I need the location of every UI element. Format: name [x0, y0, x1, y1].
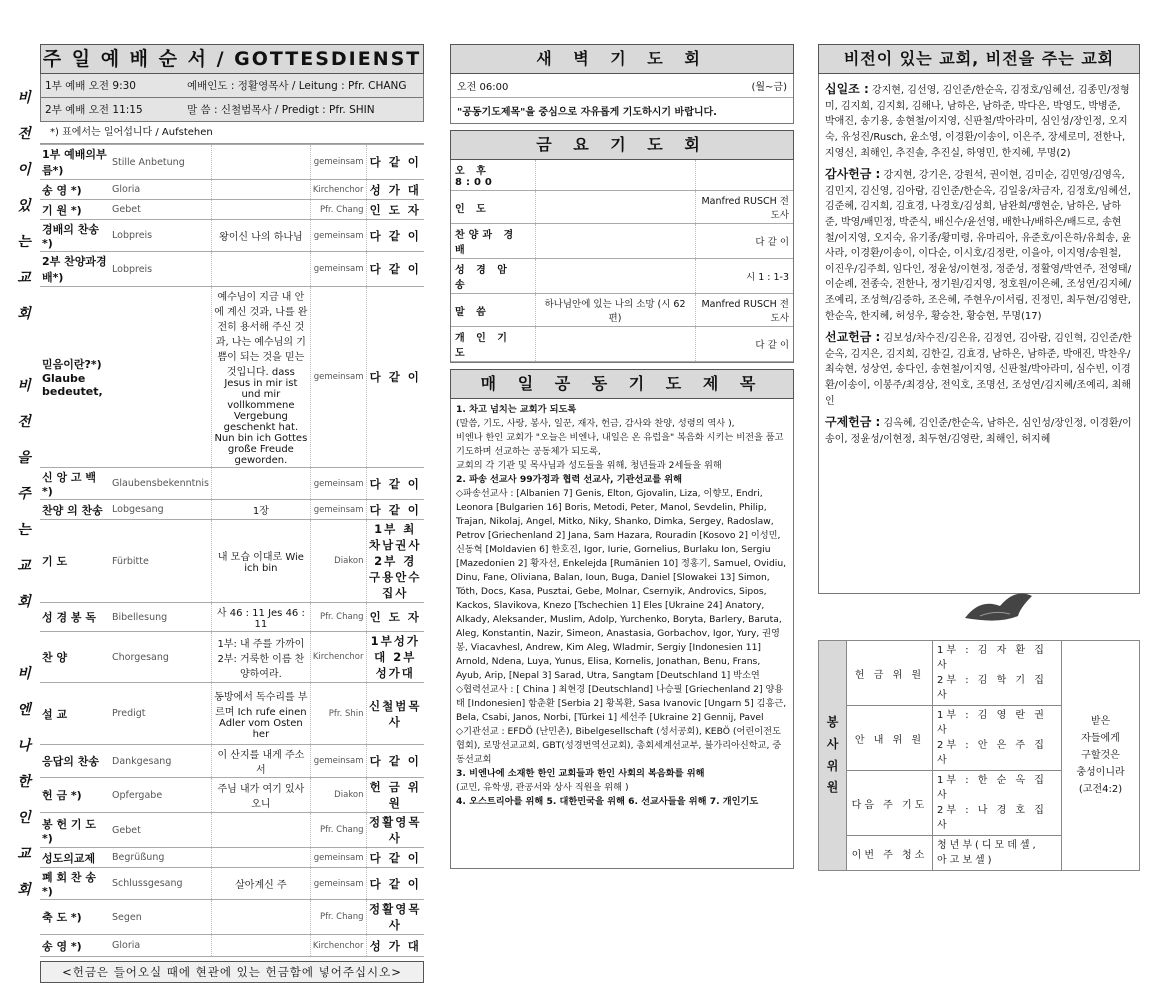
vertical-char: 교 [17, 846, 31, 862]
order-german: Opfergabe [110, 778, 211, 813]
prayer-item: (말씀, 기도, 사랑, 봉사, 일꾼, 재자, 헌금, 감사와 찬양, 성령의 역사 ), [456, 417, 735, 429]
order-name: 성 경 봉 독 [40, 603, 110, 632]
friday-row [451, 294, 793, 327]
serve-role: 이번 주 청소 [847, 836, 933, 871]
giver-group-label: 선교헌금 : [825, 330, 881, 345]
friday-row [451, 160, 793, 191]
giver-group-label: 구제헌금 : [825, 415, 881, 430]
order-person: 헌 금 위 원 [366, 778, 424, 813]
friday-right: 시 1 : 1-3 [695, 259, 793, 294]
order-by: gemeinsam [310, 745, 366, 778]
scripture-quote [1062, 641, 1140, 871]
giver-group [825, 413, 1133, 447]
serve-name: 청년부(디모데셀, 아고보셀) [937, 840, 1039, 866]
order-german: Lobgesang [110, 500, 211, 520]
order-german: Dankgesang [110, 745, 211, 778]
order-row [40, 500, 424, 520]
order-person: 다 같 이 [366, 287, 424, 468]
serve-vchar: 봉 [826, 715, 839, 730]
order-name: 믿음이란?*) Glaube bedeutet, [40, 287, 110, 468]
order-row [40, 520, 424, 603]
prayer-item: ◇파송선교사 : [Albanien 7] Genis, Elton, Gjovalin, Liza, 이향모, Endri, Leonora [Bulgarien 16] Boris, Metodi, Peter, Manol, Sevdelin, Philip, Trajan, Nikolaj, Angel, Mitko, Niky, Shanko, Dimka, Sergey, Radoslaw, Petrov [Griechenland 2] Jana, Sam Hazara, Rouradin [Kosovo 2] 이성민, 신동혁 [Moldavien 6] 한호진, Igor, Iurie, Gornelius, Burlaku Ion, Sergiu [Mazedonien 2] 황자선, Enkelejda [Rumänien 10] 정홍기, Samuel, Ovidiu, Dinu, Fane, Oliviana, Balan, Ioun, Buga, Daniel [Slowakei 13] Simon, Tóth, Docs, Kasa, Pusztai, Gebe, Molnar, Csernyik, Androvics, Sipos, Kackos, Slavikova, Knezo [Tschechien 1] Eles [Ukraine 24] Anatory, Alkady, Aleksander, Muslim, Adolp, Yurchenko, Boryta, Barlery, Baruta, Aleg, Konstantin, Nazir, Simeon, Anastasia, Gorbachov, Igor, Yury, 권영봉, Viacavhesl, Andrew, Kim Aleg, Wladmir, Sergiy [Indonesien 11] Arnold, Ndena, Luya, Yunus, Elisa, Kornelis, Jonathan, Benu, Frans, Ayub, Arip, [Nepal 3] Sarad, Utra, Sangtam [Deutschland 1] 박소연 [456, 487, 787, 681]
friday-box [450, 160, 794, 363]
vertical-char: 회 [17, 594, 31, 610]
order-name: 성도의교제 [40, 848, 110, 868]
order-german: Segen [110, 900, 211, 935]
service1-lead: 예배인도 : 정활영목사 / Leitung : Pfr. CHANG [187, 80, 407, 92]
friday-label: 찬양과 경배 [451, 224, 535, 259]
prayer-item: ◇기관선교 : EFDÖ (난민촌), Bibelgesellschaft (성서공회), KEBÖ (어린이전도협회), 로망선교교회, GBT(성경번역선교회), 총회세계선교부, 불가리아신학교, 중동선교회 [456, 725, 782, 765]
order-person: 정활영목사 [366, 813, 424, 848]
order-person: 다 같 이 [366, 468, 424, 500]
friday-right [695, 160, 793, 191]
friday-content [535, 259, 695, 294]
quote-line: 자들에게 [1081, 733, 1120, 744]
order-name: 1부 예배의부름*) [40, 145, 110, 180]
vertical-char: 주 [17, 486, 31, 502]
order-name: 폐 회 찬 송 *) [40, 868, 110, 900]
friday-right: 다 같 이 [695, 327, 793, 362]
offering-column [818, 44, 1140, 594]
order-name: 2부 찬양과경배*) [40, 252, 110, 287]
serve-name: 1부 : 김 자 환 집 사 [937, 645, 1047, 671]
order-content [211, 252, 310, 287]
giver-group-label: 십일조 : [825, 82, 869, 96]
serve-row [819, 641, 1140, 706]
order-by: Pfr. Chang [310, 813, 366, 848]
vertical-char: 회 [17, 882, 31, 898]
giver-names: 김보성/차수진/김은유, 김정연, 김아람, 김인혁, 김인준/한순옥, 김지은, 김지희, 김한길, 김효경, 남하은, 남하준, 박애진, 박찬우/최숙현, 성상연, 송다인, 송현철/이지영, 신판철/박아라미, 심수빈, 이경환/이송이, 이봉주/최경삼, 전익호, 조명선, 조성연/김지혜/조예리, 최해인 [825, 333, 1132, 407]
serve-vchar: 사 [826, 736, 839, 751]
friday-row [451, 327, 793, 362]
dawn-title: 새 벽 기 도 회 [450, 44, 794, 74]
serve-role: 다음 주 기도 [847, 771, 933, 836]
offering-footnote: <헌금은 들어오실 때에 현관에 있는 헌금함에 넣어주십시오> [40, 961, 424, 983]
order-by: Pfr. Shin [310, 683, 366, 745]
eagle-icon [960, 578, 1040, 628]
giver-names: 강지현, 김선영, 김인준/한순옥, 김정호/임혜선, 김종민/정형미, 김지희, 김지회, 김해나, 남하은, 남하준, 박다은, 박영도, 박병준, 박애진, 송기용, 송현철/이지영, 신판철/박아라미, 심인성/장인정, 오지숙, 유성진/Rusch, 윤소영, 이경환/이송이, 이은주, 장세로미, 전한나, 지영신, 최해인, 추진솔, 추진실, 하영민, 한지혜, 무명(2) [825, 85, 1130, 159]
vertical-char: 비 [17, 90, 31, 106]
service2-time: 2부 예배 오전 11:15 [45, 104, 143, 116]
order-by: Diakon [310, 778, 366, 813]
giver-group [825, 165, 1133, 324]
order-by: Kirchenchor [310, 632, 366, 683]
vertical-char: 회 [17, 306, 31, 322]
order-german [110, 287, 211, 468]
order-content: 주님 내가 여기 있사오니 [211, 778, 310, 813]
serve-names [933, 706, 1062, 771]
order-german: Gebet [110, 813, 211, 848]
serve-vchar: 위 [826, 758, 839, 773]
order-german: Gloria [110, 935, 211, 957]
order-name: 찬 양 [40, 632, 110, 683]
serve-names [933, 641, 1062, 706]
order-row [40, 900, 424, 935]
order-name: 기 원 *) [40, 200, 110, 220]
friday-content [535, 224, 695, 259]
order-content [211, 935, 310, 957]
worship-order-table [40, 144, 424, 957]
vertical-char: 인 [17, 810, 31, 826]
friday-label: 오 후 8:00 [451, 160, 535, 191]
order-name: 경배의 찬송 *) [40, 220, 110, 252]
order-content: 이 산지를 내게 주소서 [211, 745, 310, 778]
prayer-heading: 4. 오스트리아를 위해 5. 대한민국을 위해 6. 선교사들을 위해 7. 개인기도 [456, 795, 759, 807]
order-german: Bibellesung [110, 603, 211, 632]
worship-title: 주 일 예 배 순 서 / GOTTESDIENST [40, 44, 424, 74]
serve-names [933, 771, 1062, 836]
order-row [40, 200, 424, 220]
order-by: gemeinsam [310, 868, 366, 900]
prayer-list [450, 399, 794, 869]
order-by: gemeinsam [310, 252, 366, 287]
quote-line: (고전4:2) [1078, 784, 1123, 795]
order-person: 다 같 이 [366, 252, 424, 287]
order-content: 살아계신 주 [211, 868, 310, 900]
order-person: 다 같 이 [366, 868, 424, 900]
order-row [40, 683, 424, 745]
vertical-char: 비 [17, 666, 31, 682]
order-name: 봉 헌 기 도 *) [40, 813, 110, 848]
vision-title: 비전이 있는 교회, 비전을 주는 교회 [818, 44, 1140, 74]
order-row [40, 287, 424, 468]
order-name: 송 영 *) [40, 935, 110, 957]
order-row [40, 468, 424, 500]
service-committee-table [818, 640, 1140, 871]
order-german: Glaubensbekenntnis [110, 468, 211, 500]
vertical-char: 교 [17, 270, 31, 286]
order-name: 신 앙 고 백 *) [40, 468, 110, 500]
friday-right: Manfred RUSCH 전도사 [695, 191, 793, 224]
order-row [40, 145, 424, 180]
giver-group [825, 328, 1133, 409]
order-content [211, 813, 310, 848]
order-content: 예수님이 지금 내 안에 계신 것과, 나를 완전히 용서해 주신 것과, 나는 예수님의 기쁨이 되는 것을 믿는 것입니다. dass Jesus in mir ist und mir vollkommene Vergebung geschenkt hat. Nun bin ich Gottes große Freude geworden. [211, 287, 310, 468]
worship-order-column [40, 44, 424, 983]
order-german: Lobpreis [110, 220, 211, 252]
order-row [40, 180, 424, 200]
order-person: 다 같 이 [366, 745, 424, 778]
friday-right: Manfred RUSCH 전도사 [695, 294, 793, 327]
order-by: gemeinsam [310, 848, 366, 868]
quote-line: 구할것은 [1081, 750, 1120, 761]
order-name: 기 도 [40, 520, 110, 603]
order-person: 1부 최차남권사 2부 경구용안수집사 [366, 520, 424, 603]
order-by: gemeinsam [310, 287, 366, 468]
order-row [40, 252, 424, 287]
friday-content [535, 327, 695, 362]
vertical-char: 비 [17, 378, 31, 394]
order-row [40, 220, 424, 252]
friday-content: 하나님안에 있는 나의 소망 (시 62편) [535, 294, 695, 327]
giver-names: 강지현, 강기은, 강원석, 권이현, 김미순, 김민영/김영옥, 김민지, 김신영, 김아람, 김인준/한순옥, 김일웅/차금자, 김정호/임혜선, 김준혜, 김지희, 김효경, 나경호/김성희, 남완희/맹현순, 남하은, 남하준, 박영/배민정, 박준식, 배신수/윤선영, 배한나/배하은/배드로, 송현철/이지영, 오지숙, 유기종/황미령, 유마리아, 유준호/이은하/유희송, 윤사라, 이경환/이송이, 이다순, 이시호/김정란, 이을아, 이지영/송원철, 이진우/김주희, 임다인, 정윤성/이현정, 정준성, 정활영/박연주, 전영태/이순례, 전종숙, 전한나, 정기원/김지영, 정호원/이은혜, 조성연/김지혜/조예리, 조성혁/김증하, 조은혜, 주현우/이서림, 진정민, 최두현/김영란, 한순옥, 한지혜, 허성우, 황승찬, 황승현, 무명(17) [825, 170, 1132, 322]
order-by: gemeinsam [310, 468, 366, 500]
order-content: 1장 [211, 500, 310, 520]
order-person: 다 같 이 [366, 145, 424, 180]
order-person: 다 같 이 [366, 500, 424, 520]
friday-content [535, 160, 695, 191]
order-row [40, 935, 424, 957]
friday-label: 개 인 기 도 [451, 327, 535, 362]
order-name: 응답의 찬송 [40, 745, 110, 778]
prayer-item: ◇협력선교사 : [ China ] 최현경 [Deutschland] 나승필 [Griechenland 2] 양용태 [Indonesien] 함춘환 [Serbia 2] 황복환, Sasa Ivanovic [Ungarn 5] 김흥근, Bela, Csabi, Janos, Norbi, [Türkei 1] 세선주 [Ukraine 2] Gennij, Pavel [456, 683, 787, 723]
order-by: Kirchenchor [310, 180, 366, 200]
service2-row [40, 98, 424, 122]
order-content [211, 900, 310, 935]
order-name: 축 도 *) [40, 900, 110, 935]
givers-list [818, 74, 1140, 594]
order-person: 정활영목사 [366, 900, 424, 935]
vertical-char: 는 [17, 234, 31, 250]
service1-time: 1부 예배 오전 9:30 [45, 80, 136, 92]
order-row [40, 848, 424, 868]
friday-row [451, 191, 793, 224]
order-german: Predigt [110, 683, 211, 745]
prayer-heading: 3. 비엔나에 소재한 한인 교회들과 한인 사회의 복음화를 위해 [456, 767, 705, 779]
order-person: 1부성가대 2부성가대 [366, 632, 424, 683]
prayer-column [450, 44, 794, 869]
friday-title: 금 요 기 도 회 [450, 130, 794, 160]
order-name: 찬양 의 찬송 [40, 500, 110, 520]
order-content [211, 848, 310, 868]
order-german: Gloria [110, 180, 211, 200]
order-name: 헌 금 *) [40, 778, 110, 813]
order-row [40, 868, 424, 900]
serve-role: 안 내 위 원 [847, 706, 933, 771]
serve-names [933, 836, 1062, 871]
stand-note: *) 표에서는 일어섭니다 / Aufstehen [40, 122, 424, 144]
dawn-row [451, 74, 793, 98]
serve-name: 2부 : 김 학 기 집 사 [937, 675, 1047, 701]
order-content [211, 200, 310, 220]
vertical-char: 나 [17, 738, 31, 754]
order-person: 인 도 자 [366, 200, 424, 220]
order-content: 사 46 : 11 Jes 46 : 11 [211, 603, 310, 632]
vertical-char: 는 [17, 522, 31, 538]
order-by: gemeinsam [310, 145, 366, 180]
order-name: 송 영 *) [40, 180, 110, 200]
order-person: 성 가 대 [366, 935, 424, 957]
service2-lead: 말 씀 : 신철범목사 / Predigt : Pfr. SHIN [187, 104, 375, 116]
vertical-char: 교 [17, 558, 31, 574]
order-person: 인 도 자 [366, 603, 424, 632]
order-row [40, 745, 424, 778]
order-by: Pfr. Chang [310, 900, 366, 935]
serve-name: 2부 : 나 경 호 집 사 [937, 805, 1047, 831]
order-by: Pfr. Chang [310, 200, 366, 220]
prayer-title: 매 일 공 동 기 도 제 목 [450, 369, 794, 399]
giver-group-label: 감사헌금 : [825, 167, 881, 182]
order-german: Schlussgesang [110, 868, 211, 900]
vertical-char: 전 [17, 414, 31, 430]
vertical-slogan [14, 80, 34, 908]
serve-role: 헌 금 위 원 [847, 641, 933, 706]
dawn-note: "공동기도제목"을 중심으로 자유롭게 기도하시기 바랍니다. [457, 107, 717, 118]
order-german: Fürbitte [110, 520, 211, 603]
quote-line: 받은 [1090, 716, 1111, 727]
serve-name: 1부 : 김 영 란 권 사 [937, 710, 1047, 736]
vertical-char: 전 [17, 126, 31, 142]
order-row [40, 778, 424, 813]
order-by: Kirchenchor [310, 935, 366, 957]
friday-label: 인 도 [451, 191, 535, 224]
vertical-char: 이 [17, 162, 31, 178]
order-person: 성 가 대 [366, 180, 424, 200]
friday-content [535, 191, 695, 224]
dawn-days: (월~금) [751, 82, 787, 93]
order-content: 1부: 내 주를 가까이 2부: 거룩한 이름 찬양하여라. [211, 632, 310, 683]
serve-name: 1부 : 한 순 옥 집 사 [937, 775, 1047, 801]
order-person: 다 같 이 [366, 220, 424, 252]
vertical-char: 한 [17, 774, 31, 790]
friday-row [451, 224, 793, 259]
order-name: 설 교 [40, 683, 110, 745]
quote-line: 충성이니라 [1076, 767, 1125, 778]
friday-label: 성 경 암 송 [451, 259, 535, 294]
order-by: gemeinsam [310, 500, 366, 520]
dawn-time: 오전 06:00 [457, 82, 509, 93]
order-content: 왕이신 나의 하나님 [211, 220, 310, 252]
order-row [40, 632, 424, 683]
order-german: Stille Anbetung [110, 145, 211, 180]
dawn-box [450, 74, 794, 124]
order-content: 내 모습 이대로 Wie ich bin [211, 520, 310, 603]
prayer-heading: 1. 차고 넘치는 교회가 되도록 [456, 404, 577, 415]
order-german: Gebet [110, 200, 211, 220]
prayer-item: 교회의 각 기관 및 목사님과 성도들을 위해, 청년들과 2세들을 위해 [456, 459, 722, 471]
service1-row [40, 74, 424, 98]
friday-row [451, 259, 793, 294]
order-content: 동방에서 독수리를 부르며 Ich rufe einen Adler vom Osten her [211, 683, 310, 745]
vertical-char: 을 [17, 450, 31, 466]
order-german: Lobpreis [110, 252, 211, 287]
prayer-heading: 2. 파송 선교사 99가정과 협력 선교사, 기관선교를 위해 [456, 473, 683, 485]
order-by: gemeinsam [310, 220, 366, 252]
order-content [211, 180, 310, 200]
order-german: Chorgesang [110, 632, 211, 683]
order-row [40, 603, 424, 632]
order-german: Begrüßung [110, 848, 211, 868]
prayer-item: 비엔나 한인 교회가 "오늘은 비엔나, 내일은 온 유럽을" 복음화 시키는 비전을 품고 기도하며 선교하는 공동체가 되도록, [456, 431, 784, 457]
order-content [211, 145, 310, 180]
serve-vertical-label [819, 641, 847, 871]
friday-label: 말 씀 [451, 294, 535, 327]
order-content [211, 468, 310, 500]
giver-group [825, 80, 1133, 161]
giver-names: 김옥혜, 김인준/한순옥, 남하은, 심인성/장인정, 이경환/이송이, 정윤성/이현정, 최두현/김영란, 최해인, 허지혜 [825, 418, 1132, 445]
vertical-char: 엔 [17, 702, 31, 718]
order-person: 다 같 이 [366, 848, 424, 868]
vertical-char: 있 [17, 198, 31, 214]
order-person: 신철범목사 [366, 683, 424, 745]
serve-name: 2부 : 안 은 주 집 사 [937, 740, 1047, 766]
order-by: Diakon [310, 520, 366, 603]
serve-vchar: 원 [826, 780, 839, 795]
prayer-item: (교민, 유학생, 관공서와 상사 직원을 위해 ) [456, 781, 629, 793]
order-by: Pfr. Chang [310, 603, 366, 632]
friday-right: 다 같 이 [695, 224, 793, 259]
order-row [40, 813, 424, 848]
friday-table [451, 160, 793, 362]
